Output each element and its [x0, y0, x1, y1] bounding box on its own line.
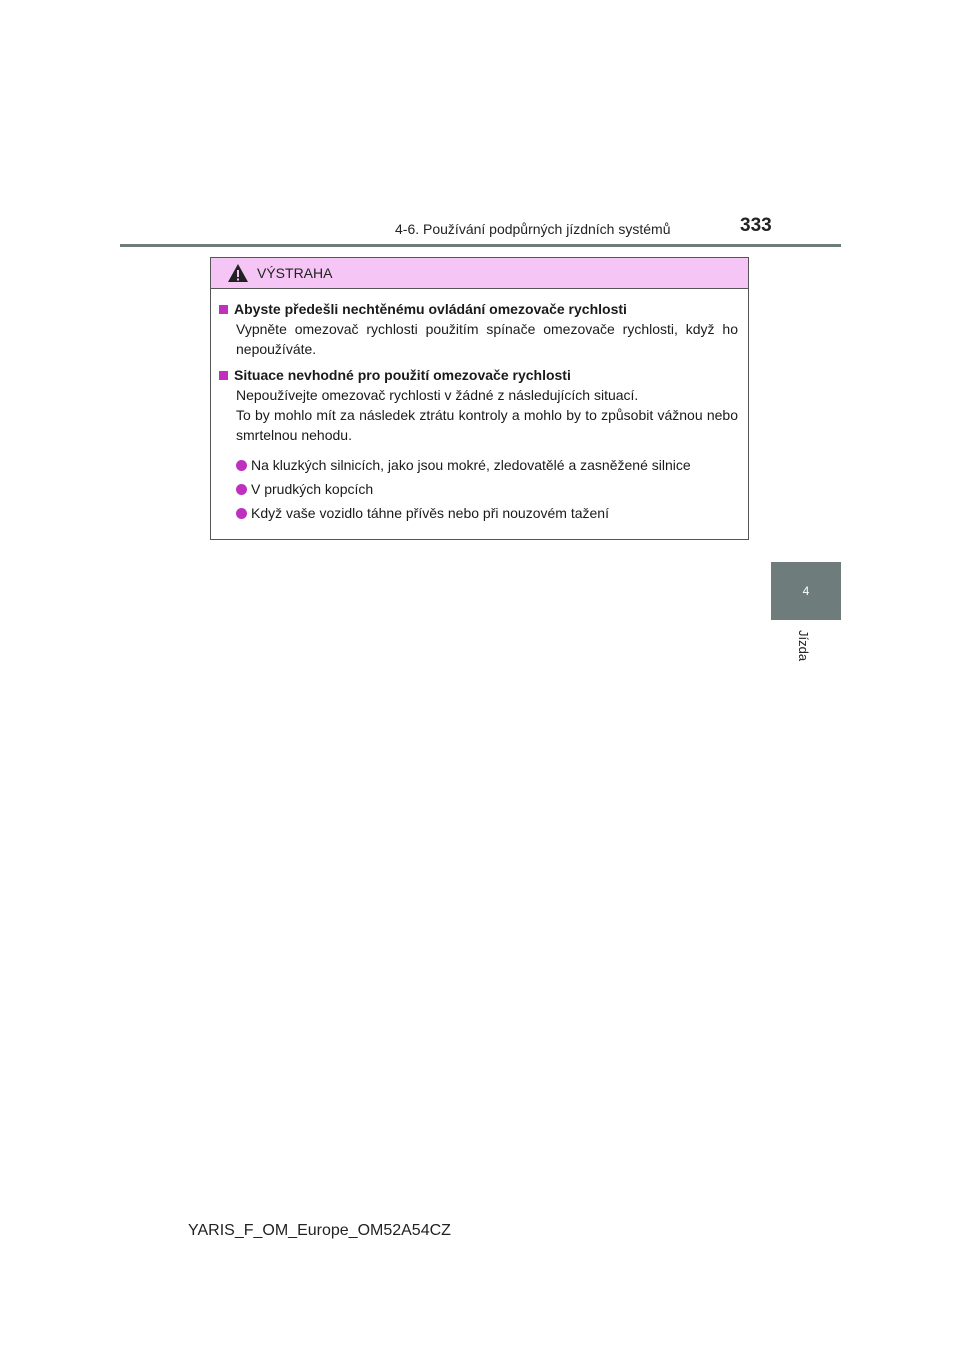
chapter-tab	[771, 562, 841, 620]
circle-bullet-icon	[236, 484, 247, 495]
warning-title: VÝSTRAHA	[257, 265, 333, 281]
warning-paragraph: Vypněte omezovač rychlosti použitím spínače omezovače rychlosti, když ho nepoužíváte.	[236, 321, 738, 357]
document-id: YARIS_F_OM_Europe_OM52A54CZ	[188, 1222, 451, 1239]
warning-triangle-icon	[227, 263, 249, 283]
list-item: V prudkých kopcích	[219, 479, 738, 499]
warning-header	[211, 258, 748, 289]
warning-section-title: Situace nevhodné pro použití omezovače rychlosti	[219, 365, 738, 385]
warning-paragraph: To by mohlo mít za následek ztrátu kontroly a mohlo by to způsobit vážnou nebo smrtelnou nehodu.	[236, 407, 738, 443]
section-title: 4-6. Používání podpůrných jízdních systémů	[395, 221, 671, 237]
list-item: Na kluzkých silnicích, jako jsou mokré, zledovatělé a zasněžené silnice	[219, 455, 738, 475]
list-item: Když vaše vozidlo táhne přívěs nebo při nouzovém tažení	[219, 503, 738, 523]
square-bullet-icon	[219, 305, 228, 314]
circle-bullet-icon	[236, 460, 247, 471]
chapter-label: Jízda	[796, 630, 811, 662]
warning-box	[210, 257, 749, 540]
warning-section-title: Abyste předešli nechtěnému ovládání omezovače rychlosti	[219, 299, 738, 319]
header-divider	[120, 244, 841, 247]
circle-bullet-icon	[236, 508, 247, 519]
warning-body	[211, 289, 748, 523]
warning-paragraph: Nepoužívejte omezovač rychlosti v žádné z následujících situací.	[236, 387, 639, 403]
page-number: 333	[740, 215, 772, 236]
chapter-number: 4	[802, 584, 810, 598]
square-bullet-icon	[219, 371, 228, 380]
